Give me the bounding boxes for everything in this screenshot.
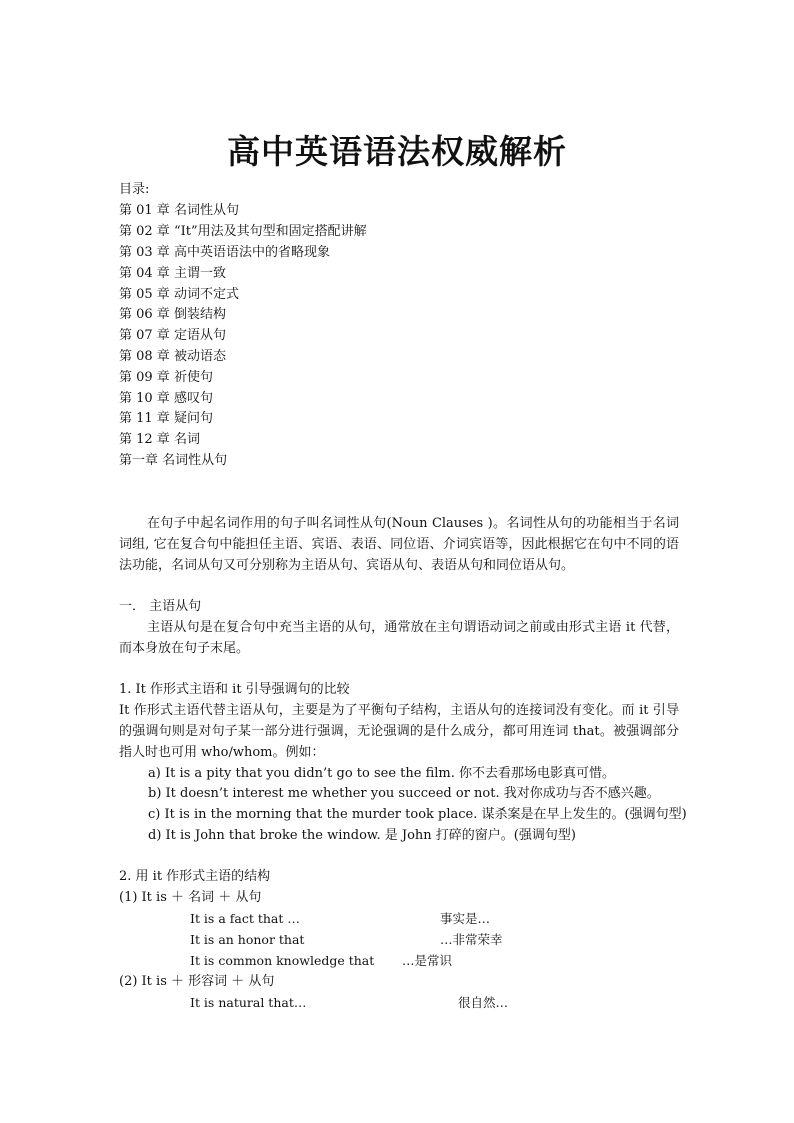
pattern-heading: (1) It is ＋ 名词 ＋ 从句 <box>119 890 262 905</box>
toc-item: 第 08 章 被动语态 <box>119 349 226 364</box>
pattern-example-en: It is natural that… <box>190 995 307 1010</box>
section-heading: 一． 主语从句 <box>119 599 202 614</box>
toc-item: 第一章 名词性从句 <box>119 453 228 468</box>
section-paragraph: 主语从句是在复合句中充当主语的从句，通常放在主句谓语动词之前或由形式主语 it 代替，而本身放在句子末尾。 <box>119 620 679 656</box>
pattern-example-en: It is common knowledge that <box>190 953 375 968</box>
toc-item: 第 01 章 名词性从句 <box>119 203 239 218</box>
subsection-heading: 2. 用 it 作形式主语的结构 <box>119 869 271 884</box>
toc-item: 第 04 章 主谓一致 <box>119 266 226 281</box>
toc-item: 第 06 章 倒装结构 <box>119 307 226 322</box>
pattern-example-en: It is an honor that <box>190 932 305 947</box>
example-line: a) It is a pity that you didn’t go to see the film. 你不去看那场电影真可惜。 <box>148 766 616 781</box>
pattern-example-zh: …非常荣幸 <box>440 932 503 947</box>
toc-item: 第 07 章 定语从句 <box>119 328 226 343</box>
toc-item: 第 02 章 “It”用法及其句型和固定搭配讲解 <box>119 224 367 239</box>
pattern-example-en: It is a fact that … <box>190 911 300 926</box>
example-line: d) It is John that broke the window. 是 John 打碎的窗户。(强调句型) <box>148 828 576 843</box>
pattern-example-zh: 事实是… <box>440 911 491 926</box>
toc-item: 第 09 章 祈使句 <box>119 370 213 385</box>
pattern-example-zh: 很自然… <box>458 995 509 1010</box>
pattern-example-zh: …是常识 <box>402 953 453 968</box>
toc-item: 第 03 章 高中英语语法中的省略现象 <box>119 245 330 260</box>
toc-item: 第 11 章 疑问句 <box>119 411 213 426</box>
subsection-paragraph: It 作形式主语代替主语从句，主要是为了平衡句子结构，主语从句的连接词没有变化。而 it 引导的强调句则是对句子某一部分进行强调，无论强调的是什么成分，都可用连词 that。被强调部分指人时也可用 who/whom。例如： <box>119 703 679 760</box>
toc-item: 第 10 章 感叹句 <box>119 391 213 406</box>
toc-item: 第 12 章 名词 <box>119 432 200 447</box>
toc-item: 第 05 章 动词不定式 <box>119 287 239 302</box>
subsection-heading: 1. It 作形式主语和 it 引导强调句的比较 <box>119 682 350 697</box>
pattern-heading: (2) It is ＋ 形容词 ＋ 从句 <box>119 974 275 989</box>
example-line: b) It doesn’t interest me whether you succeed or not. 我对你成功与否不感兴趣。 <box>148 786 660 801</box>
page-title: 高中英语语法权威解析 <box>227 132 567 171</box>
intro-paragraph: 在句子中起名词作用的句子叫名词性从句(Noun Clauses )。名词性从句的功能相当于名词词组, 它在复合句中能担任主语、宾语、表语、同位语、介词宾语等，因此根据它在句中不同的语法功能，名词从句又可分别称为主语从句、宾语从句、表语从句和同位语从句。 <box>119 516 679 573</box>
example-line: c) It is in the morning that the murder took place. 谋杀案是在早上发生的。(强调句型) <box>148 807 687 822</box>
toc-heading: 目录: <box>119 182 150 197</box>
